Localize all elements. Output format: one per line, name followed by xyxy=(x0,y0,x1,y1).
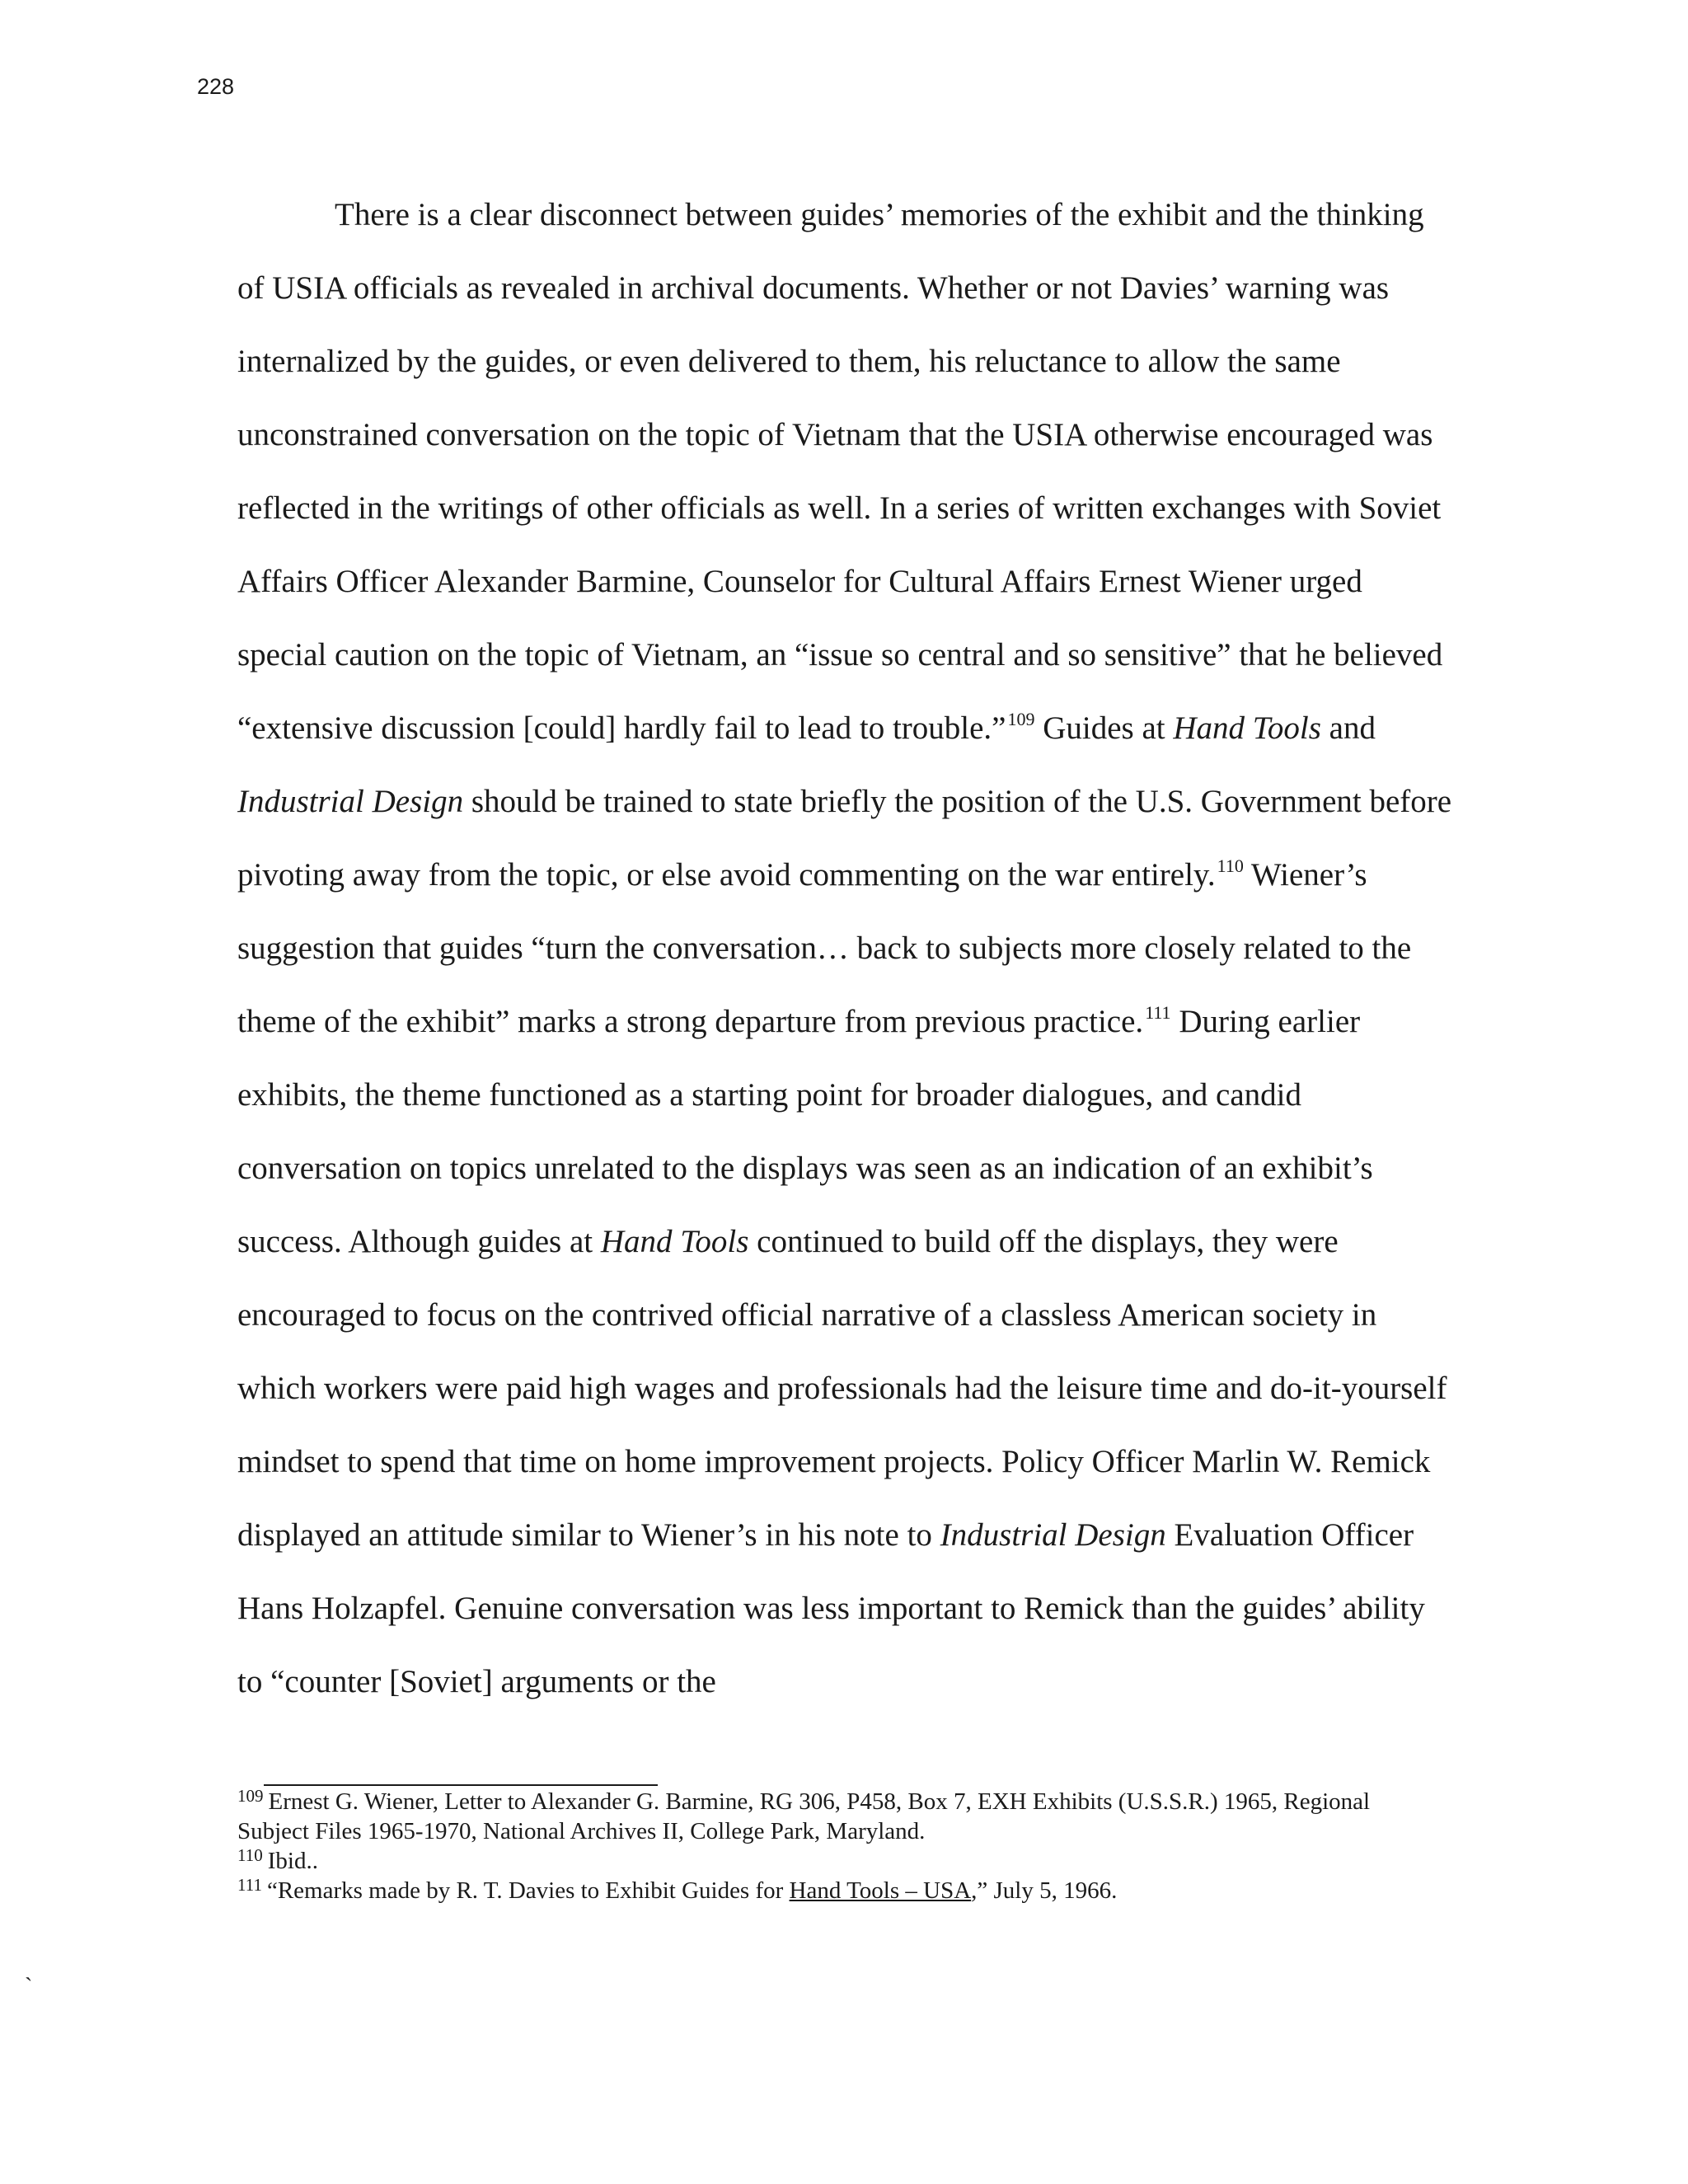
text-line xyxy=(237,1368,1447,1409)
text-run: Hans Holzapfel. Genuine conversation was less important to Remick than the guides’ ability xyxy=(237,1591,1425,1626)
text-run: to “counter [Soviet] arguments or the xyxy=(237,1664,716,1699)
text-run: special caution on the topic of Vietnam, an “issue so central and so sensitive” that he believed xyxy=(237,637,1443,673)
footnote-number: 111 xyxy=(237,1875,262,1895)
text-line xyxy=(237,1661,716,1703)
footnote-number: 109 xyxy=(237,1786,264,1806)
text-line xyxy=(237,1515,1414,1556)
footnote-underlined-title: Hand Tools – USA xyxy=(789,1877,972,1904)
text-line xyxy=(237,1295,1376,1336)
text-run: “extensive discussion [could] hardly fail to lead to trouble.” xyxy=(237,710,1006,746)
footnote-text: Ibid.. xyxy=(267,1848,318,1874)
footnote-text: Subject Files 1965-1970, National Archives II, College Park, Maryland. xyxy=(237,1818,926,1844)
text-run: exhibits, the theme functioned as a starting point for broader dialogues, and candid xyxy=(237,1077,1301,1113)
footnote-separator xyxy=(264,1784,658,1786)
footnote-ref-110[interactable]: 110 xyxy=(1217,855,1244,876)
text-line xyxy=(237,928,1411,969)
footnote-111 xyxy=(237,1876,1117,1907)
text-run: theme of the exhibit” marks a strong departure from previous practice. xyxy=(237,1004,1144,1039)
text-line xyxy=(237,1075,1301,1116)
text-line xyxy=(237,268,1389,309)
stray-mark: ` xyxy=(25,1974,33,1999)
footnote-number: 110 xyxy=(237,1845,263,1865)
footnote-text: “Remarks made by R. T. Davies to Exhibit Guides for xyxy=(266,1877,790,1904)
text-line xyxy=(237,855,1367,900)
text-line xyxy=(237,341,1341,382)
footnote-text: Ernest G. Wiener, Letter to Alexander G. Barmine, RG 306, P458, Box 7, EXH Exhibits (U.S.S.R.) 1965, Regional xyxy=(268,1788,1371,1815)
footnote-109 xyxy=(237,1787,1370,1818)
text-run: displayed an attitude similar to Wiener’s in his note to xyxy=(237,1517,940,1553)
footnote-text: ,” July 5, 1966. xyxy=(971,1877,1118,1904)
text-line xyxy=(335,194,1424,236)
italic-title: Industrial Design xyxy=(940,1517,1166,1553)
text-run: mindset to spend that time on home improvement projects. Policy Officer Marlin W. Remick xyxy=(237,1444,1431,1479)
text-run: reflected in the writings of other officials as well. In a series of written exchanges with Soviet xyxy=(237,490,1442,526)
text-line xyxy=(237,708,1376,753)
text-line xyxy=(237,488,1441,529)
text-run: and xyxy=(1320,710,1376,746)
text-run: should be trained to state briefly the position of the U.S. Government before xyxy=(463,784,1452,819)
text-line xyxy=(237,1221,1339,1263)
italic-title: Hand Tools xyxy=(600,1224,749,1259)
text-run: internalized by the guides, or even delivered to them, his reluctance to allow the same xyxy=(237,344,1341,379)
footnote-109-cont xyxy=(237,1816,925,1846)
text-run: of USIA officials as revealed in archival documents. Whether or not Davies’ warning was xyxy=(237,270,1390,306)
text-run: During earlier xyxy=(1170,1004,1361,1039)
text-run: conversation on topics unrelated to the displays was seen as an indication of an exhibit’s xyxy=(237,1151,1373,1186)
text-line xyxy=(237,1441,1430,1483)
text-line xyxy=(237,781,1451,823)
text-line xyxy=(237,1148,1373,1189)
text-line xyxy=(237,1588,1425,1629)
text-run: success. Although guides at xyxy=(237,1224,601,1259)
text-run: Wiener’s xyxy=(1243,857,1367,893)
text-run: unconstrained conversation on the topic of Vietnam that the USIA otherwise encouraged was xyxy=(237,417,1433,452)
text-run: encouraged to focus on the contrived official narrative of a classless American society in xyxy=(237,1297,1377,1333)
page-number: 228 xyxy=(197,74,235,99)
text-run: which workers were paid high wages and professionals had the leisure time and do-it-yourself xyxy=(237,1371,1447,1406)
text-line xyxy=(237,415,1432,456)
footnote-110 xyxy=(237,1846,318,1877)
text-line xyxy=(237,1001,1360,1047)
text-run: pivoting away from the topic, or else avoid commenting on the war entirely. xyxy=(237,857,1216,893)
text-run: continued to build off the displays, they were xyxy=(748,1224,1339,1259)
text-line xyxy=(237,635,1442,676)
text-run: Affairs Officer Alexander Barmine, Counselor for Cultural Affairs Ernest Wiener urged xyxy=(237,564,1362,599)
text-run: Guides at xyxy=(1034,710,1174,746)
italic-title: Industrial Design xyxy=(237,784,464,819)
text-run: There is a clear disconnect between guides’ memories of the exhibit and the thinking xyxy=(335,197,1424,232)
text-run: suggestion that guides “turn the conversation… back to subjects more closely related to the xyxy=(237,930,1412,966)
text-line xyxy=(237,561,1362,602)
footnote-ref-111[interactable]: 111 xyxy=(1145,1002,1171,1023)
text-run: Evaluation Officer xyxy=(1165,1517,1414,1553)
italic-title: Hand Tools xyxy=(1173,710,1321,746)
footnote-ref-109[interactable]: 109 xyxy=(1007,709,1035,729)
